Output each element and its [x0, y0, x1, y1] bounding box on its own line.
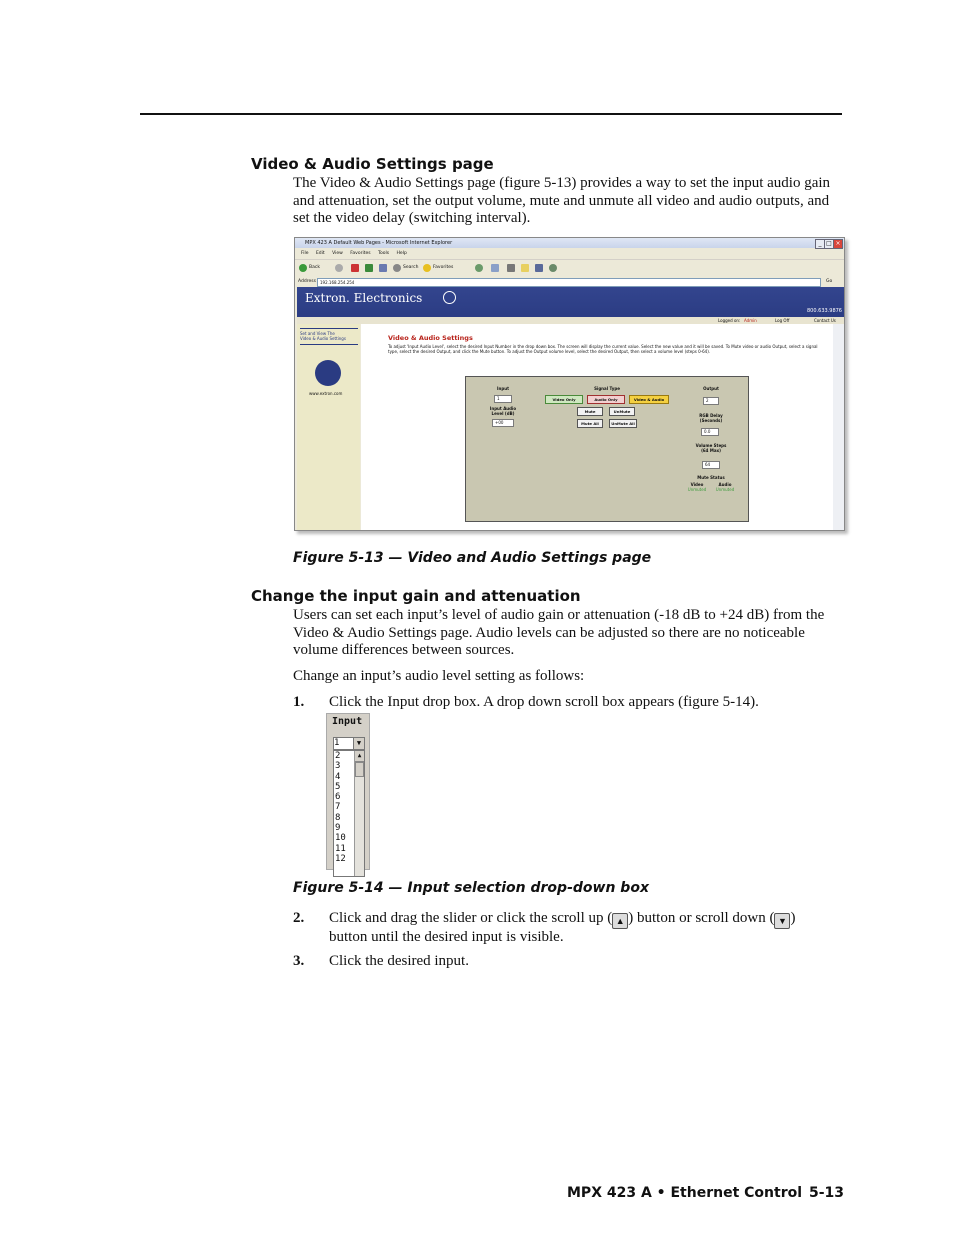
extron-logo: Extron. Electronics	[305, 291, 423, 305]
dropdown-scrollbar[interactable]	[354, 751, 364, 876]
footer-title: MPX 423 A • Ethernet Control	[567, 1185, 803, 1201]
mute-button[interactable]: Mute	[577, 407, 603, 416]
section-heading-input-gain: Change the input gain and attenuation	[251, 587, 581, 605]
step-2-text-d: button until the desired input is visible.	[329, 929, 564, 945]
input-label: Input	[497, 386, 509, 391]
output-label: Output	[703, 386, 719, 391]
window-titlebar	[295, 238, 844, 248]
dropdown-option[interactable]: 6	[335, 792, 341, 803]
browser-screenshot	[294, 237, 845, 531]
audio-status-label: Audio	[718, 482, 732, 487]
section-body-input-gain: Users can set each input’s level of audio gain or attenuation (-18 dB to +24 dB) from the Video & Audio Settings page. Audio levels can be adjusted so there are no noticeable volume differences between sources.	[293, 607, 825, 659]
volume-select[interactable]: 64	[702, 461, 720, 469]
dropdown-option[interactable]: 10	[335, 833, 346, 844]
dropdown-list[interactable]	[333, 750, 365, 877]
extron-globe-icon	[443, 291, 456, 304]
input-select[interactable]: 1	[494, 395, 512, 403]
menu-view[interactable]: View	[332, 251, 343, 256]
maximize-icon[interactable]: □	[824, 239, 834, 249]
menu-bar	[295, 249, 844, 258]
go-button[interactable]: Go	[826, 279, 833, 284]
input-audio-select[interactable]: +00	[492, 419, 514, 427]
step-2-text-c: )	[790, 910, 796, 926]
back-icon[interactable]	[299, 264, 307, 272]
step-2-number: 2.	[293, 910, 305, 926]
logged-on-label: Logged on:	[718, 318, 741, 323]
signal-type-label: Signal Type	[594, 386, 620, 391]
discuss-icon[interactable]	[535, 264, 543, 272]
step-2-text	[329, 910, 839, 947]
step-1-number: 1.	[293, 694, 305, 710]
section-heading-video-audio: Video & Audio Settings page	[251, 155, 494, 173]
figure-caption-5-14: Figure 5-14 — Input selection drop-down box	[293, 880, 649, 896]
input-dropdown-figure	[326, 713, 370, 870]
volume-label: Volume Steps (64 Max)	[695, 443, 727, 453]
mute-status-label: Mute Status	[697, 475, 725, 480]
mail-icon[interactable]	[491, 264, 499, 272]
logged-on-user: Admin	[744, 318, 757, 323]
dropdown-option[interactable]: 12	[335, 853, 346, 864]
audio-status-value: Unmuted	[715, 487, 735, 492]
print-icon[interactable]	[507, 264, 515, 272]
scroll-thumb[interactable]	[355, 762, 364, 777]
main-pane	[361, 324, 833, 530]
input-audio-label: Input Audio Level (dB)	[489, 406, 517, 416]
figure-caption-5-13: Figure 5-13 — Video and Audio Settings page	[293, 550, 652, 566]
history-icon[interactable]	[475, 264, 483, 272]
dropdown-option[interactable]: 11	[335, 843, 346, 854]
edit-icon[interactable]	[521, 264, 529, 272]
address-input[interactable]: 192.168.254.254	[317, 278, 821, 287]
menu-favorites[interactable]: Favorites	[350, 251, 371, 256]
dropdown-option[interactable]: 4	[335, 771, 341, 782]
side-url: www.extron.com	[309, 391, 343, 396]
refresh-icon[interactable]	[365, 264, 373, 272]
control-panel	[465, 376, 749, 522]
rgb-delay-label: RGB Delay (Seconds)	[699, 413, 723, 423]
window-title: MPX 423 A Default Web Pages - Microsoft Internet Explorer	[305, 240, 453, 246]
video-status-value: Unmuted	[687, 487, 707, 492]
log-off-link[interactable]: Log Off	[775, 318, 790, 323]
footer-page-number: 5-13	[809, 1185, 845, 1201]
video-audio-button[interactable]: Video & Audio	[629, 395, 669, 404]
section-body-video-audio: The Video & Audio Settings page (figure 5-13) provides a way to set the input audio gain and attenuation, set the output volume, mute and unmute all video and audio outputs, and set the video delay (switching interval).	[293, 175, 831, 227]
side-nav	[297, 324, 360, 530]
page-description: To adjust 'Input Audio Level', select the desired Input Number in the drop down box. The screen will display the current value. Select the new value and it will be saved. To Mute video or audio Output, select a signal type, select the desired Output, and click the Mute button. To adjust the Output volume level, select the desired Output, then select a volume level (steps 0-64).	[388, 344, 818, 354]
user-bar	[297, 317, 844, 324]
page-title: Video & Audio Settings	[388, 334, 473, 342]
dropdown-select[interactable]	[333, 737, 365, 750]
favorites-label[interactable]: Favorites	[433, 265, 454, 270]
stop-icon[interactable]	[351, 264, 359, 272]
search-icon[interactable]	[393, 264, 401, 272]
side-divider-2	[300, 344, 358, 345]
header-rule	[140, 113, 842, 115]
phone-number: 800.633.9876	[807, 308, 842, 314]
browser-toolbar	[295, 259, 844, 276]
rgb-delay-select[interactable]: 0.0	[701, 428, 719, 436]
dropdown-option[interactable]: 8	[335, 812, 341, 823]
mute-all-button[interactable]: Mute All	[577, 419, 603, 428]
menu-tools[interactable]: Tools	[378, 251, 390, 256]
dropdown-selected: 1	[334, 738, 340, 748]
step-2-text-b: ) button or scroll down (	[628, 910, 775, 926]
unmute-all-button[interactable]: UnMute All	[609, 419, 637, 428]
home-icon[interactable]	[379, 264, 387, 272]
address-label: Address	[298, 279, 316, 284]
menu-help[interactable]: Help	[396, 251, 407, 256]
menu-file[interactable]: File	[301, 251, 309, 256]
close-icon[interactable]: ×	[833, 239, 843, 249]
messenger-icon[interactable]	[549, 264, 557, 272]
step-2-text-a: Click and drag the slider or click the scroll up (	[329, 910, 613, 926]
forward-icon[interactable]	[335, 264, 343, 272]
video-status-label: Video	[690, 482, 704, 487]
page-scrollbar[interactable]	[833, 324, 844, 530]
contact-link[interactable]: Contact Us	[814, 318, 836, 323]
site-tabs	[303, 309, 424, 316]
section-body-instructions: Change an input’s audio level setting as follows:	[293, 668, 585, 684]
scroll-up-icon[interactable]: ▲	[355, 751, 364, 762]
step-1-text: Click the Input drop box. A drop down scroll box appears (figure 5-14).	[329, 694, 759, 710]
side-link-video-audio[interactable]: Video & Audio Settings	[300, 336, 346, 341]
side-divider	[300, 328, 358, 329]
side-link-set-view[interactable]: Set and View The	[300, 331, 335, 336]
dropdown-option[interactable]: 7	[335, 802, 341, 813]
address-bar	[295, 276, 844, 287]
chevron-down-icon[interactable]: ▼	[353, 738, 364, 749]
audio-only-button[interactable]: Audio Only	[587, 395, 625, 404]
unmute-button[interactable]: UnMute	[609, 407, 635, 416]
dropdown-option[interactable]: 2	[335, 751, 341, 761]
step-3-number: 3.	[293, 953, 305, 969]
favorites-icon[interactable]	[423, 264, 431, 272]
menu-edit[interactable]: Edit	[315, 251, 325, 256]
dropdown-option[interactable]: 5	[335, 781, 341, 792]
step-3-text: Click the desired input.	[329, 953, 469, 969]
scroll-up-icon: ▲	[612, 913, 628, 929]
dropdown-option[interactable]: 9	[335, 823, 341, 834]
search-label[interactable]: Search	[403, 265, 419, 270]
extron-seal-icon	[315, 360, 341, 386]
dropdown-label: Input	[332, 716, 363, 727]
video-only-button[interactable]: Video Only	[545, 395, 583, 404]
output-select[interactable]: 2	[703, 397, 719, 405]
back-label[interactable]: Back	[309, 265, 320, 270]
minimize-icon[interactable]: _	[815, 239, 825, 249]
dropdown-option[interactable]: 3	[335, 761, 341, 772]
scroll-down-icon: ▼	[774, 913, 790, 929]
